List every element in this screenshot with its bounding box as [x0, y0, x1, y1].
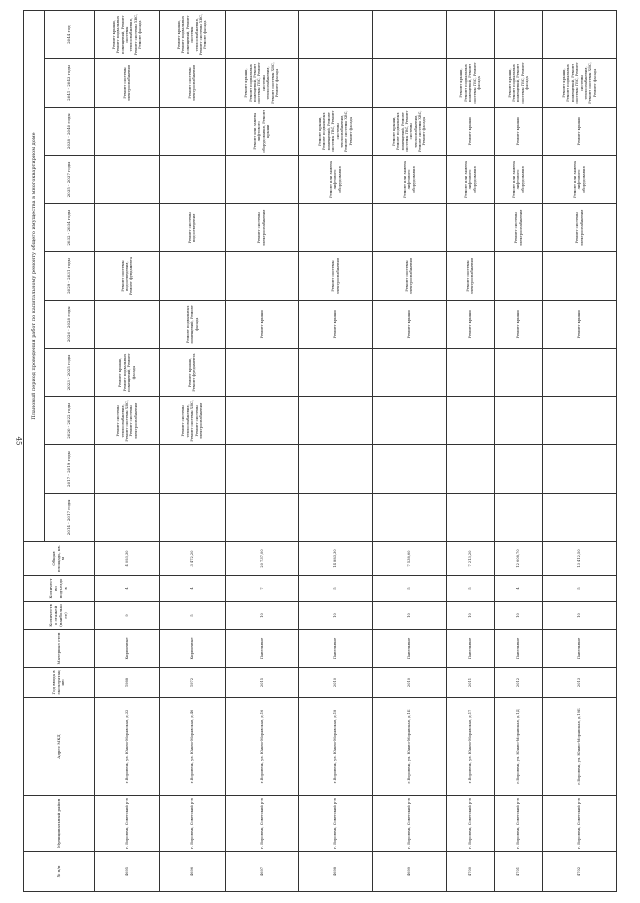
cell-num: 4702 — [543, 852, 617, 892]
cell-municipality: г. Воронеж, Советский р-н — [299, 796, 373, 852]
cell-period — [225, 493, 299, 541]
cell-year: 1988 — [95, 668, 160, 698]
rotated-sheet — [23, 10, 617, 892]
cell-period — [299, 445, 373, 493]
header-material: Материал стен — [24, 630, 95, 668]
header-group-title: Плановый период проведения работ по капитальному ремонту общего имущества в многоквартирном доме — [24, 11, 45, 542]
cell-period: Ремонт системы электроснабжения — [543, 204, 617, 252]
cell-address: г.Воронеж, ул. Южно-Моравская, д.32 — [95, 698, 160, 796]
cell-period: Ремонт системы электроснабжения — [95, 59, 160, 107]
header-num: № п/п — [24, 852, 95, 892]
cell-period — [494, 252, 542, 300]
cell-material: Панельные — [225, 630, 299, 668]
header-municipality: Муниципальный район — [24, 796, 95, 852]
cell-period — [372, 445, 446, 493]
cell-period: Ремонт крыши — [446, 300, 494, 348]
cell-num: 4701 — [494, 852, 542, 892]
cell-period: Ремонт крыши — [299, 300, 373, 348]
cell-address: г.Воронеж, ул. Южно-Моравская, д.1Д — [494, 698, 542, 796]
cell-period — [446, 397, 494, 445]
cell-period: Ремонт подвальных помещений, Ремонт фасада — [160, 300, 225, 348]
cell-floors: 9 — [95, 602, 160, 630]
cell-address: г.Воронеж, ул. Южно-Моравская, д.16 — [225, 698, 299, 796]
header-address: Адрес МКД — [24, 698, 95, 796]
cell-period: Ремонт системы электроснабжения — [372, 252, 446, 300]
cell-period — [543, 252, 617, 300]
cell-period — [372, 11, 446, 59]
cell-address: г.Воронеж, ул. Южно-Моравская, д.1Б — [372, 698, 446, 796]
cell-period — [299, 493, 373, 541]
header-period: 2026 - 2028 годы — [45, 300, 95, 348]
cell-period — [446, 445, 494, 493]
repair-schedule-table — [23, 10, 617, 892]
cell-period: Ремонт крыши, Ремонт фундамента — [160, 348, 225, 396]
cell-municipality: г. Воронеж, Советский р-н — [95, 796, 160, 852]
cell-period — [95, 155, 160, 203]
header-period: 2017 - 2019 годы — [45, 445, 95, 493]
cell-period — [225, 348, 299, 396]
page-number: 45 — [14, 436, 23, 446]
cell-floors: 10 — [225, 602, 299, 630]
cell-period — [160, 252, 225, 300]
cell-floors: 10 — [372, 602, 446, 630]
cell-period — [494, 11, 542, 59]
cell-period — [446, 11, 494, 59]
cell-area: 7 213,20 — [446, 542, 494, 576]
header-period: 2029 - 2031 годы — [45, 252, 95, 300]
rotated-table-wrapper — [23, 10, 617, 892]
cell-year: 2011 — [446, 668, 494, 698]
cell-municipality: г. Воронеж, Советский р-н — [160, 796, 225, 852]
cell-municipality: г. Воронеж, Советский р-н — [372, 796, 446, 852]
header-period: 2035 - 2037 годы — [45, 155, 95, 203]
cell-period — [543, 397, 617, 445]
cell-entrances: 5 — [446, 576, 494, 602]
cell-period — [225, 397, 299, 445]
cell-period — [446, 348, 494, 396]
cell-period — [225, 445, 299, 493]
cell-municipality: г. Воронеж, Советский р-н — [446, 796, 494, 852]
cell-num: 4698 — [299, 852, 373, 892]
cell-period — [299, 348, 373, 396]
header-period: 2032 - 2034 годы — [45, 204, 95, 252]
cell-period — [299, 397, 373, 445]
cell-material: Кирпичные — [95, 630, 160, 668]
cell-period — [446, 204, 494, 252]
cell-period: Ремонт крыши — [372, 300, 446, 348]
header-period: 2020 - 2022 годы — [45, 397, 95, 445]
cell-period — [372, 493, 446, 541]
cell-period — [160, 493, 225, 541]
cell-year: 1972 — [160, 668, 225, 698]
cell-period — [446, 493, 494, 541]
cell-material: Кирпичные — [160, 630, 225, 668]
cell-period: Ремонт системы теплоснабжения, Ремонт системы ХВС, Ремонт системы электроснабжения — [160, 397, 225, 445]
cell-municipality: г. Воронеж, Советский р-н — [543, 796, 617, 852]
cell-period — [372, 348, 446, 396]
cell-period: Ремонт крыши, Ремонт подвальных помещений, Ремонт системы теплоснабжения, Ремонт системы ХВС, Ремонт фасада — [160, 11, 225, 59]
cell-period: Ремонт или замена лифтового оборудования — [494, 155, 542, 203]
cell-area: 13 412,50 — [543, 542, 617, 576]
cell-period: Ремонт крыши, Ремонт подвальных помещений, Ремонт системы ГВС, Ремонт системы теплоснабжения, Ремонт системы ХВС, Ремонт фасада — [225, 59, 299, 107]
cell-period: Ремонт крыши, Ремонт подвальных помещений, Ремонт системы ГВС, Ремонт системы теплоснабжения, Ремонт системы ХВС, Ремонт фасада — [372, 107, 446, 155]
cell-num: 4697 — [225, 852, 299, 892]
cell-num: 4699 — [372, 852, 446, 892]
cell-municipality: г. Воронеж, Советский р-н — [225, 796, 299, 852]
cell-year: 2010 — [299, 668, 373, 698]
table-row — [446, 11, 494, 892]
cell-period — [372, 59, 446, 107]
cell-area: 14 883,30 — [299, 542, 373, 576]
cell-address: г.Воронеж, ул. Южно-Моравская, д.46 — [160, 698, 225, 796]
cell-period: Ремонт крыши — [494, 300, 542, 348]
cell-period — [95, 204, 160, 252]
cell-year: 2015 — [225, 668, 299, 698]
header-year: Год ввода в эксплуатацию — [24, 668, 95, 698]
cell-period: Ремонт или замена лифтового оборудования — [446, 155, 494, 203]
table-row — [225, 11, 299, 892]
cell-period: Ремонт крыши, Ремонт подвальных помещений, Ремонт системы теплоснабжения, Ремонт системы ХВС, Ремонт фасада — [95, 11, 160, 59]
cell-period: Ремонт системы электроснабжения — [494, 204, 542, 252]
table-body — [95, 11, 617, 892]
cell-entrances: 5 — [543, 576, 617, 602]
cell-floors: 10 — [494, 602, 542, 630]
cell-floors: 10 — [299, 602, 373, 630]
cell-area: 7 538,60 — [372, 542, 446, 576]
cell-year: 2010 — [372, 668, 446, 698]
cell-area: 3 472,20 — [160, 542, 225, 576]
cell-entrances: 4 — [160, 576, 225, 602]
cell-material: Панельные — [299, 630, 373, 668]
cell-period: Ремонт системы теплоснабжения, Ремонт системы ХВС, Ремонт системы электроснабжения — [95, 397, 160, 445]
cell-period — [494, 493, 542, 541]
cell-period — [95, 445, 160, 493]
cell-period: Ремонт крыши, Ремонт подвальных помещений, Ремонт системы ГВС, Ремонт системы теплоснабжения, Ремонт системы ХВС, Ремонт фасада — [299, 107, 373, 155]
cell-year: 2012 — [494, 668, 542, 698]
header-period: 2041 - 2043 годы — [45, 59, 95, 107]
cell-period: Ремонт крыши, Ремонт подвальных помещений, Ремонт системы ГВС, Ремонт системы теплоснабжения, Ремонт системы ХВС, Ремонт фасада — [543, 59, 617, 107]
cell-period: Ремонт системы электроснабжения — [160, 59, 225, 107]
cell-period — [543, 445, 617, 493]
cell-period: Ремонт крыши — [225, 300, 299, 348]
cell-period — [299, 204, 373, 252]
cell-period: Ремонт системы электроснабжения — [299, 252, 373, 300]
header-period: 2023 - 2025 годы — [45, 348, 95, 396]
cell-period — [95, 493, 160, 541]
cell-period — [494, 397, 542, 445]
cell-period — [160, 155, 225, 203]
cell-area: 12 608,70 — [494, 542, 542, 576]
cell-period: Ремонт системы водоотведения, Ремонт фундамента — [95, 252, 160, 300]
cell-period: Ремонт крыши — [543, 300, 617, 348]
cell-period — [372, 397, 446, 445]
cell-period — [543, 493, 617, 541]
cell-period — [95, 300, 160, 348]
cell-entrances: 7 — [225, 576, 299, 602]
table-row — [160, 11, 225, 892]
cell-material: Панельные — [446, 630, 494, 668]
cell-period — [494, 348, 542, 396]
cell-num: 4696 — [160, 852, 225, 892]
cell-period — [225, 252, 299, 300]
cell-address: г.Воронеж, ул. Южно-Моравская, д.18 — [299, 698, 373, 796]
cell-period: Ремонт крыши — [446, 107, 494, 155]
cell-area: 4 093,30 — [95, 542, 160, 576]
cell-material: Панельные — [494, 630, 542, 668]
header-entrances: Количество подъездов — [24, 576, 95, 602]
table-row — [543, 11, 617, 892]
cell-entrances: 4 — [494, 576, 542, 602]
cell-entrances: 4 — [95, 576, 160, 602]
cell-area: 20 737,00 — [225, 542, 299, 576]
cell-period — [160, 445, 225, 493]
cell-period — [95, 107, 160, 155]
cell-period: Ремонт крыши, Ремонт подвальных помещений, Ремонт системы ГВС, Ремонт фасада — [494, 59, 542, 107]
cell-period: Ремонт или замена лифтового оборудования — [372, 155, 446, 203]
cell-period — [225, 11, 299, 59]
cell-period: Ремонт крыши, Ремонт подвальных помещений, Ремонт системы ГВС, Ремонт фасада — [446, 59, 494, 107]
cell-address: г.Воронеж, ул. Южно-Моравская, д.19Б — [543, 698, 617, 796]
cell-period: Ремонт или замена лифтового оборудования, Ремонт крыши — [225, 107, 299, 155]
cell-num: 4695 — [95, 852, 160, 892]
header-area: Общая площадь, кв. м — [24, 542, 95, 576]
cell-period: Ремонт крыши — [543, 107, 617, 155]
cell-material: Панельные — [372, 630, 446, 668]
header-period: 2014 - 2017 годы — [45, 493, 95, 541]
cell-period — [372, 204, 446, 252]
table-row — [494, 11, 542, 892]
cell-period — [299, 11, 373, 59]
cell-period — [543, 11, 617, 59]
cell-entrances: 5 — [372, 576, 446, 602]
table-row — [372, 11, 446, 892]
cell-floors: 10 — [543, 602, 617, 630]
cell-period — [160, 107, 225, 155]
cell-period: Ремонт крыши — [494, 107, 542, 155]
header-period: 2038 - 2040 годы — [45, 107, 95, 155]
table-row — [299, 11, 373, 892]
cell-year: 2013 — [543, 668, 617, 698]
cell-material: Панельные — [543, 630, 617, 668]
cell-period — [299, 59, 373, 107]
cell-entrances: 5 — [299, 576, 373, 602]
cell-period: Ремонт или замена лифтового оборудования — [299, 155, 373, 203]
cell-period: Ремонт или замена лифтового оборудования — [543, 155, 617, 203]
cell-floors: 10 — [446, 602, 494, 630]
cell-period: Ремонт системы водоотведения — [160, 204, 225, 252]
table-row — [95, 11, 160, 892]
cell-floors: 5 — [160, 602, 225, 630]
cell-address: г.Воронеж, ул. Южно-Моравская, д.17 — [446, 698, 494, 796]
cell-period — [494, 445, 542, 493]
cell-municipality: г. Воронеж, Советский р-н — [494, 796, 542, 852]
cell-period — [543, 348, 617, 396]
cell-period: Ремонт системы электроснабжения — [225, 204, 299, 252]
cell-period: Ремонт системы электроснабжения — [446, 252, 494, 300]
cell-num: 4700 — [446, 852, 494, 892]
cell-period: Ремонт крыши, Ремонт подвальных помещений, Ремонт фасада — [95, 348, 160, 396]
header-floors: Количество этажей (наибольшее) — [24, 602, 95, 630]
header-period: 2044 год — [45, 11, 95, 59]
cell-period — [225, 155, 299, 203]
